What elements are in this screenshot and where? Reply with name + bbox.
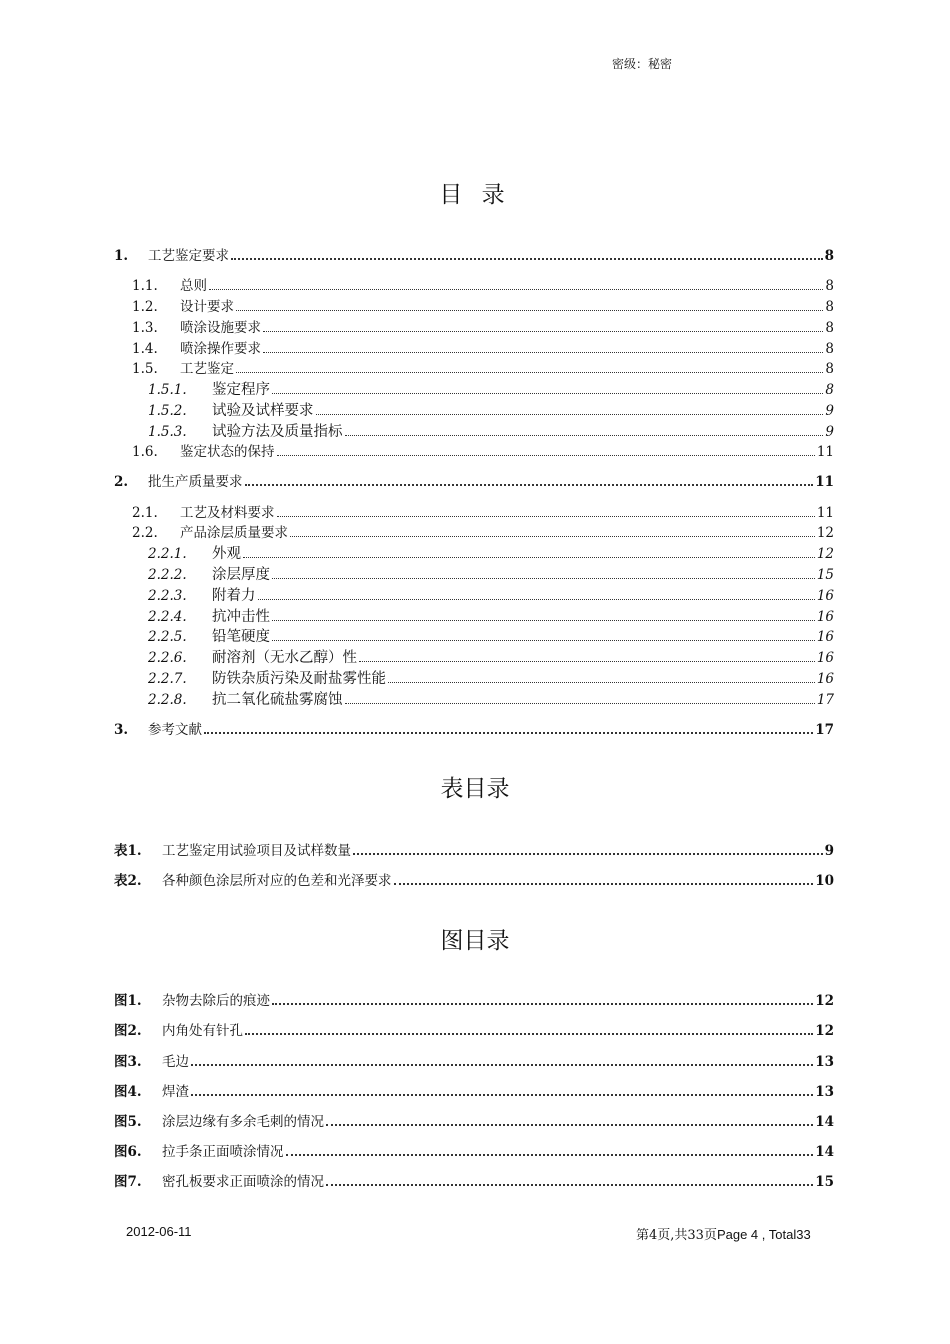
toc-entry-number: 2.2.7. xyxy=(148,671,187,687)
toc-entry-number: 2. xyxy=(114,474,129,490)
toc-entry-title: 工艺鉴定 xyxy=(180,361,234,377)
figure-index-page: 12 xyxy=(815,993,834,1009)
footer-page-en: Page 4 , Total33 xyxy=(716,1227,811,1242)
toc-entry[interactable] xyxy=(114,274,834,294)
dot-leader xyxy=(316,414,824,415)
toc-entry[interactable] xyxy=(114,688,834,708)
toc-entry[interactable] xyxy=(114,521,834,541)
figure-index-title: 焊渣 xyxy=(162,1084,189,1100)
tables-index-title: 表目录 xyxy=(440,776,510,802)
dot-leader xyxy=(272,620,815,621)
dot-leader xyxy=(236,310,823,311)
figure-label: 图1. xyxy=(114,993,142,1009)
figure-label: 图4. xyxy=(114,1084,142,1100)
toc-entry-title: 抗二氧化硫盐雾腐蚀 xyxy=(212,692,343,708)
toc-entry-number: 1.5.2. xyxy=(148,403,187,419)
figure-index-title: 密孔板要求正面喷涂的情况 xyxy=(162,1174,324,1190)
dot-leader xyxy=(272,393,823,394)
dot-leader xyxy=(263,331,823,332)
toc-entry-title: 批生产质量要求 xyxy=(148,474,243,490)
toc-entry-number: 1.5.3. xyxy=(148,424,187,440)
dot-leader xyxy=(277,455,815,456)
dot-leader xyxy=(286,1154,814,1156)
toc-entry-page: 12 xyxy=(816,525,834,541)
toc-entry-title: 抗冲击性 xyxy=(212,609,270,625)
dot-leader xyxy=(345,703,815,704)
toc-entry-title: 参考文献 xyxy=(148,722,202,738)
figure-index-page: 14 xyxy=(815,1114,834,1130)
toc-entry-title: 鉴定程序 xyxy=(212,382,270,398)
figure-label: 图6. xyxy=(114,1144,142,1160)
classification-label: 密级：秘密 xyxy=(612,57,673,71)
toc-entry-page: 16 xyxy=(816,609,834,625)
toc-entry-page: 17 xyxy=(815,722,834,738)
toc-entry-title: 防铁杂质污染及耐盐雾性能 xyxy=(212,671,386,687)
toc-entry[interactable] xyxy=(114,501,834,521)
toc-entry-page: 8 xyxy=(825,299,834,315)
toc-entry-number: 1.4. xyxy=(132,341,158,357)
figure-index-title: 杂物去除后的痕迹 xyxy=(162,993,270,1009)
toc-entry-title: 总则 xyxy=(180,278,207,294)
figure-label: 图7. xyxy=(114,1174,142,1190)
figure-label: 图5. xyxy=(114,1114,142,1130)
dot-leader xyxy=(277,516,815,517)
figure-index-page: 14 xyxy=(815,1144,834,1160)
toc-entry[interactable] xyxy=(114,440,834,460)
figure-index-title: 拉手条正面喷涂情况 xyxy=(162,1144,284,1160)
toc-entry-number: 1. xyxy=(114,248,129,264)
toc-entry-page: 15 xyxy=(816,567,834,583)
toc-entry-number: 2.2.2. xyxy=(148,567,187,583)
toc-entry[interactable] xyxy=(114,667,834,687)
figure-index-entry[interactable] xyxy=(114,1080,834,1100)
toc-entry-number: 1.1. xyxy=(132,278,158,294)
footer-date: 2012-06-11 xyxy=(126,1224,192,1239)
toc-entry-page: 8 xyxy=(825,278,834,294)
dot-leader xyxy=(388,682,815,683)
toc-entry-page: 9 xyxy=(825,424,834,440)
dot-leader xyxy=(394,883,814,885)
dot-leader xyxy=(209,289,823,290)
toc-entry-number: 2.2.1. xyxy=(148,546,187,562)
dot-leader xyxy=(353,853,823,855)
toc-entry[interactable] xyxy=(114,542,834,562)
toc-title: 目 录 xyxy=(439,182,511,208)
footer-page-info xyxy=(636,1224,811,1243)
toc-entry-page: 16 xyxy=(816,588,834,604)
toc-entry-number: 1.5. xyxy=(132,361,158,377)
toc-entry[interactable] xyxy=(114,420,834,440)
toc-entry-number: 1.3. xyxy=(132,320,158,336)
dot-leader xyxy=(236,372,823,373)
toc-entry[interactable] xyxy=(114,718,834,738)
table-label: 表1. xyxy=(114,843,142,859)
toc-entry-title: 附着力 xyxy=(212,588,256,604)
figure-index-title: 内角处有针孔 xyxy=(162,1023,243,1039)
toc-entry-page: 8 xyxy=(825,361,834,377)
toc-entry-number: 2.2.6. xyxy=(148,650,187,666)
toc-entry-number: 2.2.3. xyxy=(148,588,187,604)
toc-entry-title: 试验方法及质量指标 xyxy=(212,424,343,440)
toc-entry[interactable] xyxy=(114,605,834,625)
toc-entry-page: 8 xyxy=(825,382,834,398)
dot-leader xyxy=(258,599,815,600)
table-index-title: 各种颜色涂层所对应的色差和光泽要求 xyxy=(162,873,392,889)
dot-leader xyxy=(272,578,815,579)
toc-entry[interactable] xyxy=(114,646,834,666)
toc-entry-number: 2.2. xyxy=(132,525,158,541)
dot-leader xyxy=(263,352,823,353)
toc-entry[interactable] xyxy=(114,625,834,645)
table-index-page: 10 xyxy=(815,873,834,889)
toc-entry[interactable] xyxy=(114,316,834,336)
dot-leader xyxy=(191,1064,813,1066)
figure-index-entry[interactable] xyxy=(114,1050,834,1070)
table-index-page: 9 xyxy=(824,843,834,859)
dot-leader xyxy=(231,258,823,260)
dot-leader xyxy=(345,435,824,436)
toc-entry-number: 3. xyxy=(114,722,129,738)
figure-index-title: 涂层边缘有多余毛刺的情况 xyxy=(162,1114,324,1130)
figure-index-entry[interactable] xyxy=(114,1140,834,1160)
figure-index-page: 13 xyxy=(815,1084,834,1100)
toc-entry-page: 16 xyxy=(816,650,834,666)
toc-entry[interactable] xyxy=(114,378,834,398)
dot-leader xyxy=(243,557,815,558)
toc-entry-title: 工艺及材料要求 xyxy=(180,505,275,521)
dot-leader xyxy=(359,661,815,662)
toc-entry[interactable] xyxy=(114,563,834,583)
toc-entry-title: 外观 xyxy=(212,546,241,562)
toc-entry-page: 16 xyxy=(816,629,834,645)
toc-entry[interactable] xyxy=(114,337,834,357)
dot-leader xyxy=(326,1184,813,1186)
toc-entry-page: 8 xyxy=(824,248,834,264)
toc-entry-number: 1.2. xyxy=(132,299,158,315)
toc-entry-title: 涂层厚度 xyxy=(212,567,270,583)
toc-entry-title: 工艺鉴定要求 xyxy=(148,248,229,264)
toc-entry-page: 9 xyxy=(825,403,834,419)
toc-entry-number: 2.2.4. xyxy=(148,609,187,625)
figure-index-entry[interactable] xyxy=(114,989,834,1009)
dot-leader xyxy=(290,536,815,537)
toc-entry-title: 鉴定状态的保持 xyxy=(180,444,275,460)
figures-index-title: 图目录 xyxy=(440,928,510,954)
toc-entry-title: 试验及试样要求 xyxy=(212,403,314,419)
toc-entry-page: 11 xyxy=(815,474,834,490)
toc-entry-page: 11 xyxy=(816,505,834,521)
footer-page-cn: 第4页,共33页 xyxy=(636,1228,717,1243)
toc-entry-title: 耐溶剂（无水乙醇）性 xyxy=(212,650,357,666)
figure-index-page: 15 xyxy=(815,1174,834,1190)
dot-leader xyxy=(245,1033,813,1035)
toc-entry-page: 8 xyxy=(825,341,834,357)
toc-entry-title: 喷涂操作要求 xyxy=(180,341,261,357)
toc-entry-page: 16 xyxy=(816,671,834,687)
dot-leader xyxy=(204,732,813,734)
toc-entry[interactable] xyxy=(114,295,834,315)
toc-entry-page: 11 xyxy=(816,444,834,460)
toc-entry[interactable] xyxy=(114,584,834,604)
toc-entry-number: 2.1. xyxy=(132,505,158,521)
dot-leader xyxy=(245,484,814,486)
figure-index-entry[interactable] xyxy=(114,1019,834,1039)
figure-label: 图2. xyxy=(114,1023,142,1039)
table-index-entry[interactable] xyxy=(114,839,834,859)
figure-index-entry[interactable] xyxy=(114,1110,834,1130)
figure-index-title: 毛边 xyxy=(162,1054,189,1070)
figure-index-entry[interactable] xyxy=(114,1170,834,1190)
toc-entry-title: 喷涂设施要求 xyxy=(180,320,261,336)
table-label: 表2. xyxy=(114,873,142,889)
toc-entry-page: 8 xyxy=(825,320,834,336)
toc-entry[interactable] xyxy=(114,399,834,419)
figure-label: 图3. xyxy=(114,1054,142,1070)
dot-leader xyxy=(272,640,815,641)
figure-index-page: 12 xyxy=(815,1023,834,1039)
toc-entry[interactable] xyxy=(114,470,834,490)
toc-entry-page: 12 xyxy=(816,546,834,562)
toc-entry-title: 设计要求 xyxy=(180,299,234,315)
toc-entry-page: 17 xyxy=(816,692,834,708)
dot-leader xyxy=(326,1124,813,1126)
dot-leader xyxy=(272,1003,813,1005)
toc-entry-number: 2.2.5. xyxy=(148,629,187,645)
toc-entry-number: 2.2.8. xyxy=(148,692,187,708)
dot-leader xyxy=(191,1094,813,1096)
toc-entry-title: 铅笔硬度 xyxy=(212,629,270,645)
toc-entry-number: 1.6. xyxy=(132,444,158,460)
toc-entry[interactable] xyxy=(114,244,834,264)
table-index-entry[interactable] xyxy=(114,869,834,889)
toc-entry-number: 1.5.1. xyxy=(148,382,187,398)
toc-entry-title: 产品涂层质量要求 xyxy=(180,525,288,541)
table-index-title: 工艺鉴定用试验项目及试样数量 xyxy=(162,843,351,859)
toc-entry[interactable] xyxy=(114,357,834,377)
figure-index-page: 13 xyxy=(815,1054,834,1070)
